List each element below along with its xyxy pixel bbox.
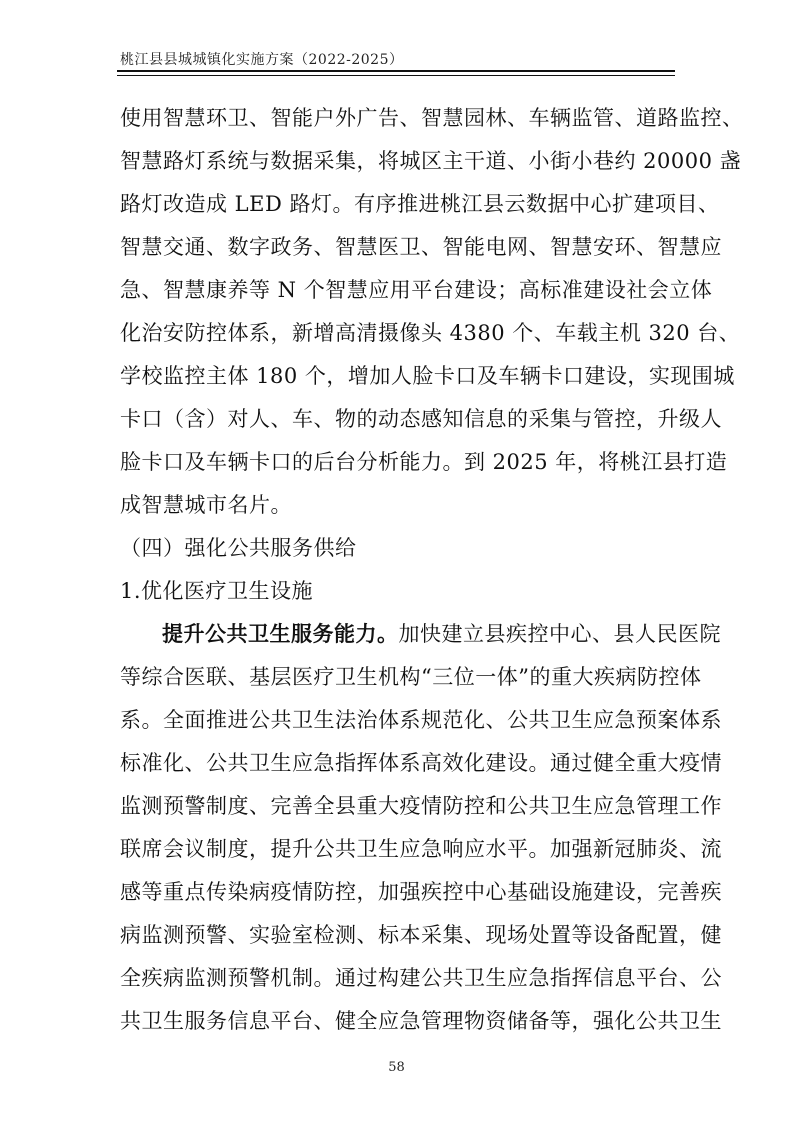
header-rule-thin — [117, 75, 675, 76]
body-line: 标准化、公共卫生应急指挥体系高效化建设。通过健全重大疫情 — [120, 751, 722, 775]
body-line: 卡口（含）对人、车、物的动态感知信息的采集与管控，升级人 — [120, 407, 722, 431]
header-rule-thick — [117, 70, 675, 72]
body-line: 智慧交通、数字政务、智慧医卫、智能电网、智慧安环、智慧应 — [120, 235, 722, 259]
body-line: 全疾病监测预警机制。通过构建公共卫生应急指挥信息平台、公 — [120, 966, 722, 990]
section-heading: （四）强化公共服务供给 — [120, 536, 357, 560]
body-line: 学校监控主体 180 个，增加人脸卡口及车辆卡口建设，实现围城 — [120, 364, 735, 388]
paragraph-lead-rest: 加快建立县疾控中心、县人民医院 — [398, 622, 721, 646]
body-line: 化治安防控体系，新增高清摄像头 4380 个、车载主机 320 台、 — [120, 321, 741, 345]
body-line: 联席会议制度，提升公共卫生应急响应水平。加强新冠肺炎、流 — [120, 837, 722, 861]
body-line: 系。全面推进公共卫生法治体系规范化、公共卫生应急预案体系 — [120, 708, 722, 732]
body-line: 病监测预警、实验室检测、标本采集、现场处置等设备配置，健 — [120, 923, 722, 947]
page-number: 58 — [388, 1060, 405, 1075]
body-line-first — [162, 619, 721, 649]
running-header: 桃江县县城城镇化实施方案（2022-2025） — [120, 52, 404, 68]
body-line: 共卫生服务信息平台、健全应急管理物资储备等，强化公共卫生 — [120, 1009, 722, 1033]
body-line: 感等重点传染病疫情防控，加强疾控中心基础设施建设，完善疾 — [120, 880, 722, 904]
body-line: 使用智慧环卫、智能户外广告、智慧园林、车辆监管、道路监控、 — [120, 106, 744, 130]
body-line: 急、智慧康养等 N 个智慧应用平台建设；高标准建设社会立体 — [120, 278, 713, 302]
body-line: 等综合医联、基层医疗卫生机构“三位一体”的重大疾病防控体 — [120, 665, 702, 689]
body-line: 路灯改造成 LED 路灯。有序推进桃江县云数据中心扩建项目、 — [120, 192, 720, 216]
body-line: 成智慧城市名片。 — [120, 493, 292, 517]
body-line: 监测预警制度、完善全县重大疫情防控和公共卫生应急管理工作 — [120, 794, 722, 818]
body-line: 脸卡口及车辆卡口的后台分析能力。到 2025 年，将桃江县打造 — [120, 450, 728, 474]
paragraph-lead: 提升公共卫生服务能力。 — [162, 622, 399, 646]
subsection-heading: 1.优化医疗卫生设施 — [120, 579, 314, 603]
body-line: 智慧路灯系统与数据采集，将城区主干道、小街小巷约 20000 盏 — [120, 149, 742, 173]
